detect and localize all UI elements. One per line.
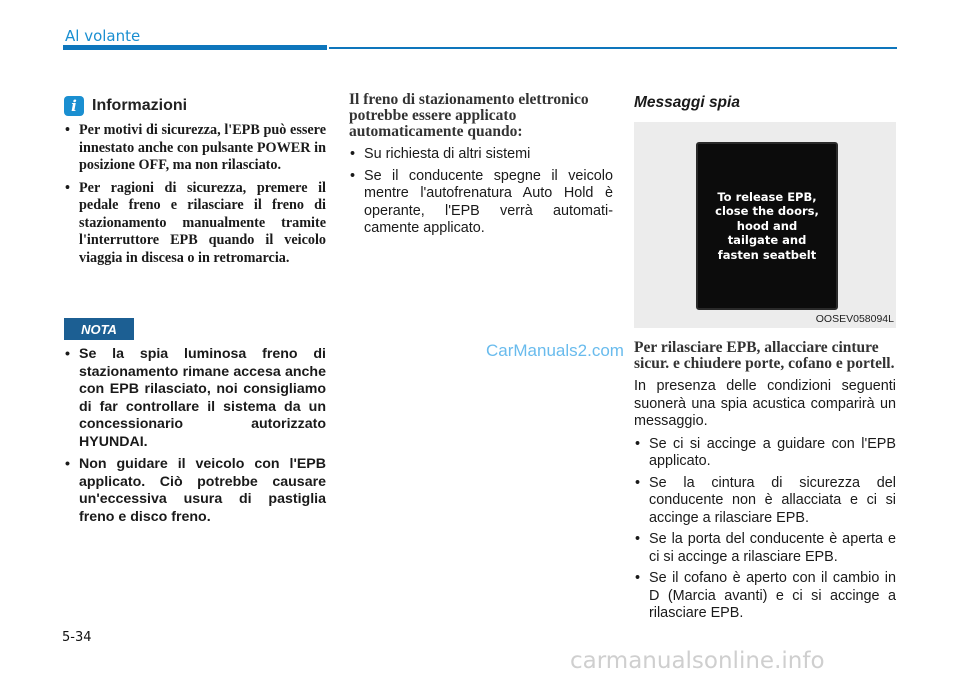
nota-section (64, 346, 326, 531)
section-title: Al volante (65, 27, 141, 45)
info-header (64, 96, 326, 116)
cluster-display (696, 142, 838, 310)
auto-apply-item: • Su richiesta di altri sistemi (349, 146, 613, 164)
release-heading: Per rilasciare EPB, allacciare cinture sicur. e chiudere porte, cofano e portell. (634, 339, 895, 372)
release-item: • Se la porta del conducente è aperta e ci si accinge a rilasciare EPB. (634, 531, 896, 566)
release-item: • Se il cofano è aperto con il cambio in D (Marcia avanti) e ci si accinge a rilasciare EPB. (634, 570, 896, 623)
info-section (64, 96, 326, 272)
info-item: • Per motivi di sicurezza, l'EPB può essere innestato anche con pulsante POWER in posizione OFF, ma non rilasciato. (64, 122, 326, 175)
release-list (634, 436, 896, 623)
info-list (64, 122, 326, 267)
nota-list (64, 346, 326, 526)
header-rule-thin (329, 47, 897, 49)
nota-item: • Se la spia luminosa freno di stazionamento rimane accesa anche con EPB rilasciato, noi consigliamo di far controllare il sistema da un concessionario autorizzato HYUNDAI. (64, 346, 326, 451)
release-intro: In presenza delle condizioni seguenti suonerà una spia acustica comparirà un messaggio. (634, 378, 896, 429)
page-number: 5-34 (62, 630, 92, 645)
release-item: • Se la cintura di sicurezza del conducente non è allacciata e ci si accinge a rilasciare EPB. (634, 475, 896, 528)
auto-apply-item: • Se il conducente spegne il veicolo mentre l'autofrenatura Auto Hold è operante, l'EPB verrà automati-camente applicato. (349, 168, 613, 238)
header-rule-thick (63, 45, 327, 50)
auto-apply-list (349, 146, 613, 238)
messages-section (634, 92, 896, 627)
nota-badge: NOTA (64, 318, 134, 340)
info-icon: i (64, 96, 84, 116)
auto-apply-section (349, 92, 613, 242)
info-item: • Per ragioni di sicurezza, premere il pedale freno e rilasciare il freno di stazionamento manualmente tramite l'interruttore EPB quando il veicolo viaggia in discesa o in retromarcia. (64, 180, 326, 268)
auto-apply-heading: Il freno di stazionamento elettronico potrebbe essere applicato automaticamente quando: (349, 91, 589, 140)
watermark: CarManuals2.com (486, 341, 624, 360)
image-code: OOSEV058094L (815, 313, 894, 325)
cluster-message: To release EPB, close the doors, hood and tailgate and fasten seatbelt (715, 189, 819, 262)
release-item: • Se ci si accinge a guidare con l'EPB applicato. (634, 436, 896, 471)
info-title: Informazioni (92, 97, 188, 114)
nota-item: • Non guidare il veicolo con l'EPB applicato. Ciò potrebbe causare un'eccessiva usura di pastiglia freno e disco freno. (64, 456, 326, 526)
footer-watermark: carmanualsonline.info (570, 648, 825, 674)
messages-title: Messaggi spia (634, 94, 740, 111)
cluster-image (634, 122, 896, 328)
